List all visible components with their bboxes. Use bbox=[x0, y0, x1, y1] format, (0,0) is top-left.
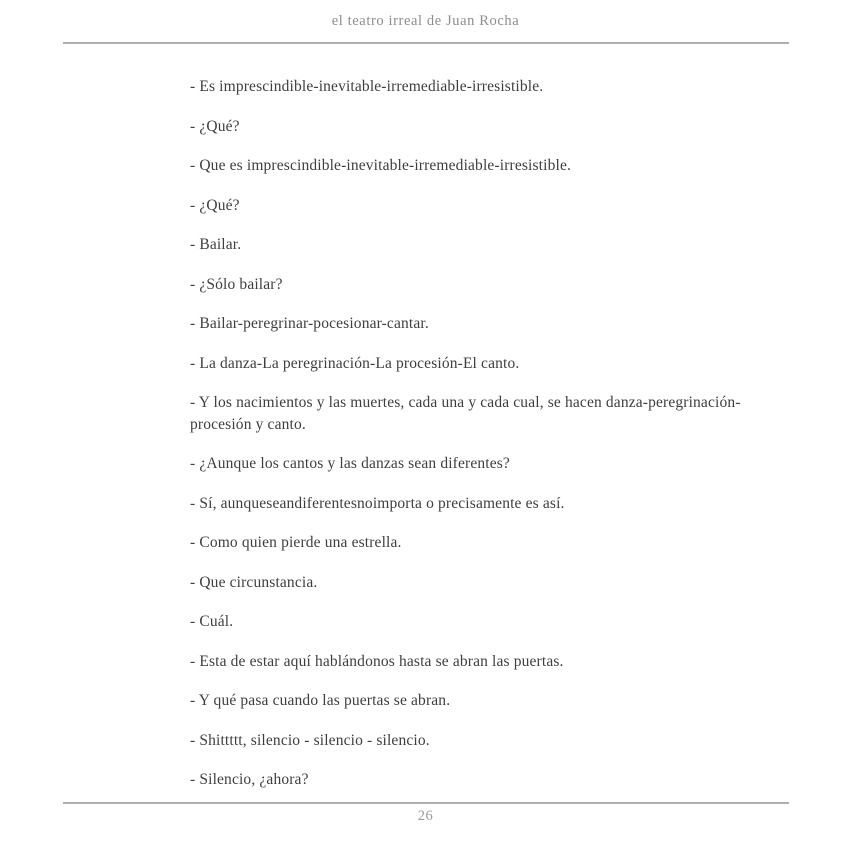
dialogue-line: - Cuál. bbox=[190, 613, 234, 630]
running-header-title: el teatro irreal de Juan Rocha bbox=[331, 13, 520, 29]
dialogue-line: - Bailar-peregrinar-pocesionar-cantar. bbox=[190, 315, 429, 332]
dialogue-line: - Bailar. bbox=[190, 236, 242, 253]
dialogue-line: - Como quien pierde una estrella. bbox=[190, 534, 402, 551]
dialogue-line: - Que circunstancia. bbox=[190, 573, 318, 591]
dialogue-line: - Que es imprescindible-inevitable-irremediable-irresistible. bbox=[190, 157, 572, 174]
dialogue-line: - Sí, aunqueseandiferentesnoimporta o precisamente es así. bbox=[190, 494, 565, 512]
dialogue-line: - La danza-La peregrinación-La procesión-El canto. bbox=[190, 354, 520, 372]
dialogue-line: - ¿Qué? bbox=[190, 117, 240, 135]
dialogue-line: - Y qué pasa cuando las puertas se abran. bbox=[190, 692, 451, 709]
dialogue-line: - Es imprescindible-inevitable-irremediable-irresistible. bbox=[190, 78, 544, 95]
dialogue-line: - ¿Qué? bbox=[190, 196, 240, 214]
dialogue-line: - Esta de estar aquí hablándonos hasta se abran las puertas. bbox=[190, 652, 564, 670]
dialogue-line: - Silencio, ¿ahora? bbox=[190, 771, 309, 788]
header-rule bbox=[63, 42, 789, 44]
dialogue-line: - ¿Sólo bailar? bbox=[190, 275, 283, 293]
dialogue-line: - ¿Aunque los cantos y las danzas sean diferentes? bbox=[190, 455, 510, 472]
page-number: 26 bbox=[417, 808, 434, 824]
dialogue-line: - Y los nacimientos y las muertes, cada una y cada cual, se hacen danza-peregrinación-procesión y canto. bbox=[190, 394, 741, 433]
footer-rule bbox=[63, 802, 789, 804]
dialogue-text-block bbox=[190, 76, 776, 809]
dialogue-line: - Shittttt, silencio - silencio - silencio. bbox=[190, 731, 430, 749]
